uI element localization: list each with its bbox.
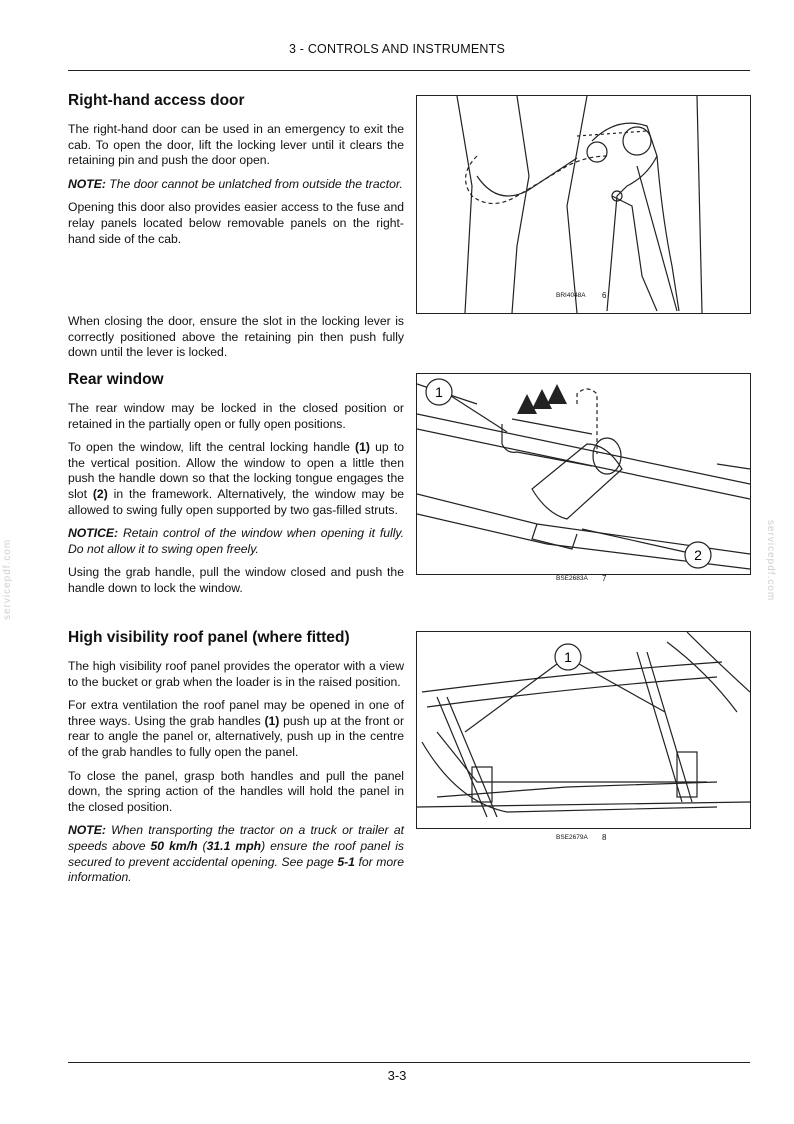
roof-paragraph-3: To close the panel, grasp both handles and pull the panel down, the spring action of the handles will hold the panel in the closed position. — [68, 768, 404, 814]
door-closing — [68, 314, 404, 361]
rear-paragraph-1: The rear window may be locked in the closed position or retained in the partially open or fully open positions. — [68, 401, 404, 431]
notice-text: Retain control of the window when opening it fully. Do not allow it to swing open freely. — [68, 526, 404, 556]
section-roof-panel — [68, 629, 404, 886]
figure-7-number: 7 — [602, 574, 607, 583]
callout-label-2: 2 — [694, 547, 702, 563]
page-number: 3-3 — [387, 1068, 407, 1083]
running-header: 3 - CONTROLS AND INSTRUMENTS — [288, 42, 506, 56]
figure-door-locking-lever — [416, 95, 751, 314]
roof-note: NOTE: When transporting the tractor on a truck or trailer at speeds above 50 km/h (31.1 mph) ensure the roof panel is secured to prevent accidental opening. See page 5-1 for more information. — [68, 823, 404, 885]
roof-paragraph-2: For extra ventilation the roof panel may be opened in one of three ways. Using the grab handles (1) push up at the front or rear to angle the panel or, alternatively, push up in the centre of the grab handles to fully open the panel. — [68, 698, 404, 759]
callout-ref-2: (2) — [92, 486, 108, 501]
heading-roof-panel: High visibility roof panel (where fitted) — [68, 629, 350, 646]
figure-rear-window-handle — [416, 373, 751, 575]
door-note-text: The door cannot be unlatched from outside the tractor. — [105, 176, 403, 191]
notice-label: NOTICE: — [68, 526, 119, 541]
door-note — [68, 177, 404, 193]
figure-6-number: 6 — [602, 291, 607, 300]
watermark-left: servicepdf.com — [2, 538, 13, 620]
rear-window-illustration — [417, 374, 750, 574]
door-note-label: NOTE: — [68, 176, 106, 191]
door-paragraph-2: Opening this door also provides easier access to the fuse and relay panels located below removable panels on the right-hand side of the cab. — [68, 200, 404, 246]
door-lever-illustration — [417, 96, 750, 313]
rear-paragraph-2: To open the window, lift the central locking handle (1) up to the vertical position. Allow the window to open a little then push the handle down so that the locking tongue engages the slot (2) in the framework. Alternatively, the window may be allowed to swing fully open supported by two gas-filled struts. — [68, 440, 404, 517]
roof-note-label: NOTE: — [68, 823, 106, 838]
rear-notice — [68, 526, 404, 557]
door-paragraph-3: When closing the door, ensure the slot in the locking lever is correctly positioned above the retaining pin then push fully down until the lever is locked. — [68, 314, 404, 360]
door-paragraph-1: The right-hand door can be used in an emergency to exit the cab. To open the door, lift the locking lever until it clears the retaining pin and push the door open. — [68, 122, 404, 168]
figure-7-code: BSE2683A — [556, 575, 588, 582]
figure-8-code: BSE2679A — [556, 834, 588, 841]
section-door — [68, 92, 404, 247]
figure-roof-panel-handles — [416, 631, 751, 829]
footer-rule — [68, 1062, 750, 1063]
callout-label-1: 1 — [564, 649, 572, 665]
roof-panel-illustration — [417, 632, 750, 828]
heading-right-hand-access-door: Right-hand access door — [68, 92, 245, 109]
section-rear-window — [68, 371, 404, 597]
figure-6-code: BRI4048A — [556, 292, 586, 299]
callout-label-1: 1 — [435, 384, 443, 400]
rear-paragraph-3: Using the grab handle, pull the window closed and push the handle down to lock the window. — [68, 565, 404, 595]
roof-paragraph-1: The high visibility roof panel provides the operator with a view to the bucket or grab when the loader is in the raised position. — [68, 659, 404, 689]
figure-8-number: 8 — [602, 833, 607, 842]
header-rule — [68, 70, 750, 71]
callout-ref-1: (1) — [264, 713, 280, 728]
watermark-right: servicepdf.com — [765, 520, 776, 602]
heading-rear-window: Rear window — [68, 371, 164, 388]
callout-ref-1: (1) — [355, 440, 370, 455]
